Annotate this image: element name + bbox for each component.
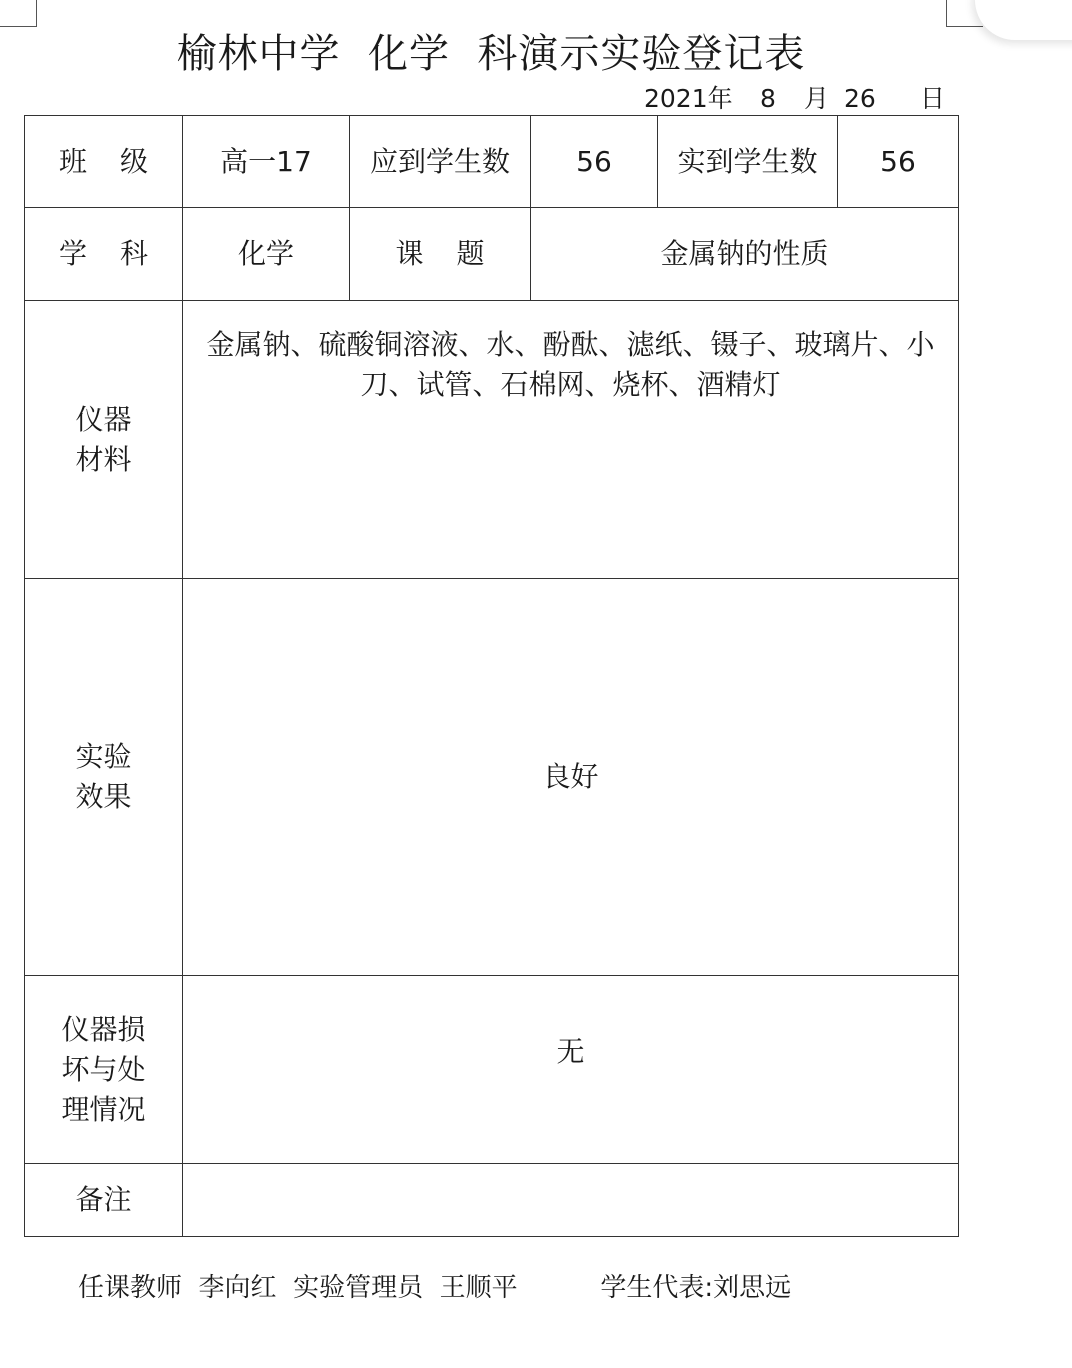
date-month: 8 <box>760 84 776 113</box>
effect-value: 良好 <box>183 579 959 976</box>
document-title: 榆林中学 化学 科演示实验登记表 <box>176 31 806 77</box>
remarks-value <box>183 1164 959 1237</box>
student-rep-name: 刘思远 <box>713 1273 792 1303</box>
student-rep-label: 学生代表: <box>600 1273 714 1303</box>
table-row-remarks <box>25 1164 959 1237</box>
effect-label-line1: 实验 <box>75 740 132 773</box>
class-value: 高一17 <box>183 116 350 208</box>
date-month-label: 月 <box>804 84 830 113</box>
materials-label-line2: 材料 <box>75 442 132 476</box>
effect-label <box>25 579 183 976</box>
table-row-effect <box>25 579 959 976</box>
damage-label-line3: 理情况 <box>61 1092 146 1126</box>
table-row-materials <box>25 301 959 579</box>
teacher-name: 李向红 <box>198 1273 277 1303</box>
damage-label-line1: 仪器损 <box>61 1012 146 1046</box>
damage-label-line2: 坏与处 <box>61 1052 146 1086</box>
table-row-subject <box>25 208 959 301</box>
page-curl <box>975 0 1072 40</box>
actual-students-label: 实到学生数 <box>658 116 838 208</box>
materials-value: 金属钠、硫酸铜溶液、水、酚酞、滤纸、镊子、玻璃片、小刀、试管、石棉网、烧杯、酒精灯 <box>183 301 959 579</box>
table-row-damage <box>25 976 959 1164</box>
damage-label <box>25 976 183 1164</box>
expected-students-value: 56 <box>531 116 658 208</box>
registration-table <box>24 115 959 1237</box>
crop-mark-top-left <box>0 0 37 27</box>
effect-label-line2: 效果 <box>75 780 132 813</box>
signature-footer <box>78 1268 791 1308</box>
remarks-label: 备注 <box>25 1164 183 1237</box>
damage-value: 无 <box>183 976 959 1164</box>
date-year: 2021年 <box>644 84 733 113</box>
teacher-label: 任课教师 <box>78 1273 183 1303</box>
date-day: 26 <box>844 84 876 113</box>
admin-label: 实验管理员 <box>293 1273 424 1303</box>
expected-students-label: 应到学生数 <box>350 116 531 208</box>
subject-label: 学 科 <box>25 208 183 301</box>
table-row-class <box>25 116 959 208</box>
topic-value: 金属钠的性质 <box>531 208 959 301</box>
materials-label <box>25 301 183 579</box>
class-label: 班 级 <box>25 116 183 208</box>
date-day-label: 日 <box>920 84 946 113</box>
admin-name: 王顺平 <box>439 1273 518 1303</box>
materials-label-line1: 仪器 <box>75 402 132 436</box>
actual-students-value: 56 <box>838 116 959 208</box>
subject-value: 化学 <box>183 208 350 301</box>
topic-label: 课 题 <box>350 208 531 301</box>
